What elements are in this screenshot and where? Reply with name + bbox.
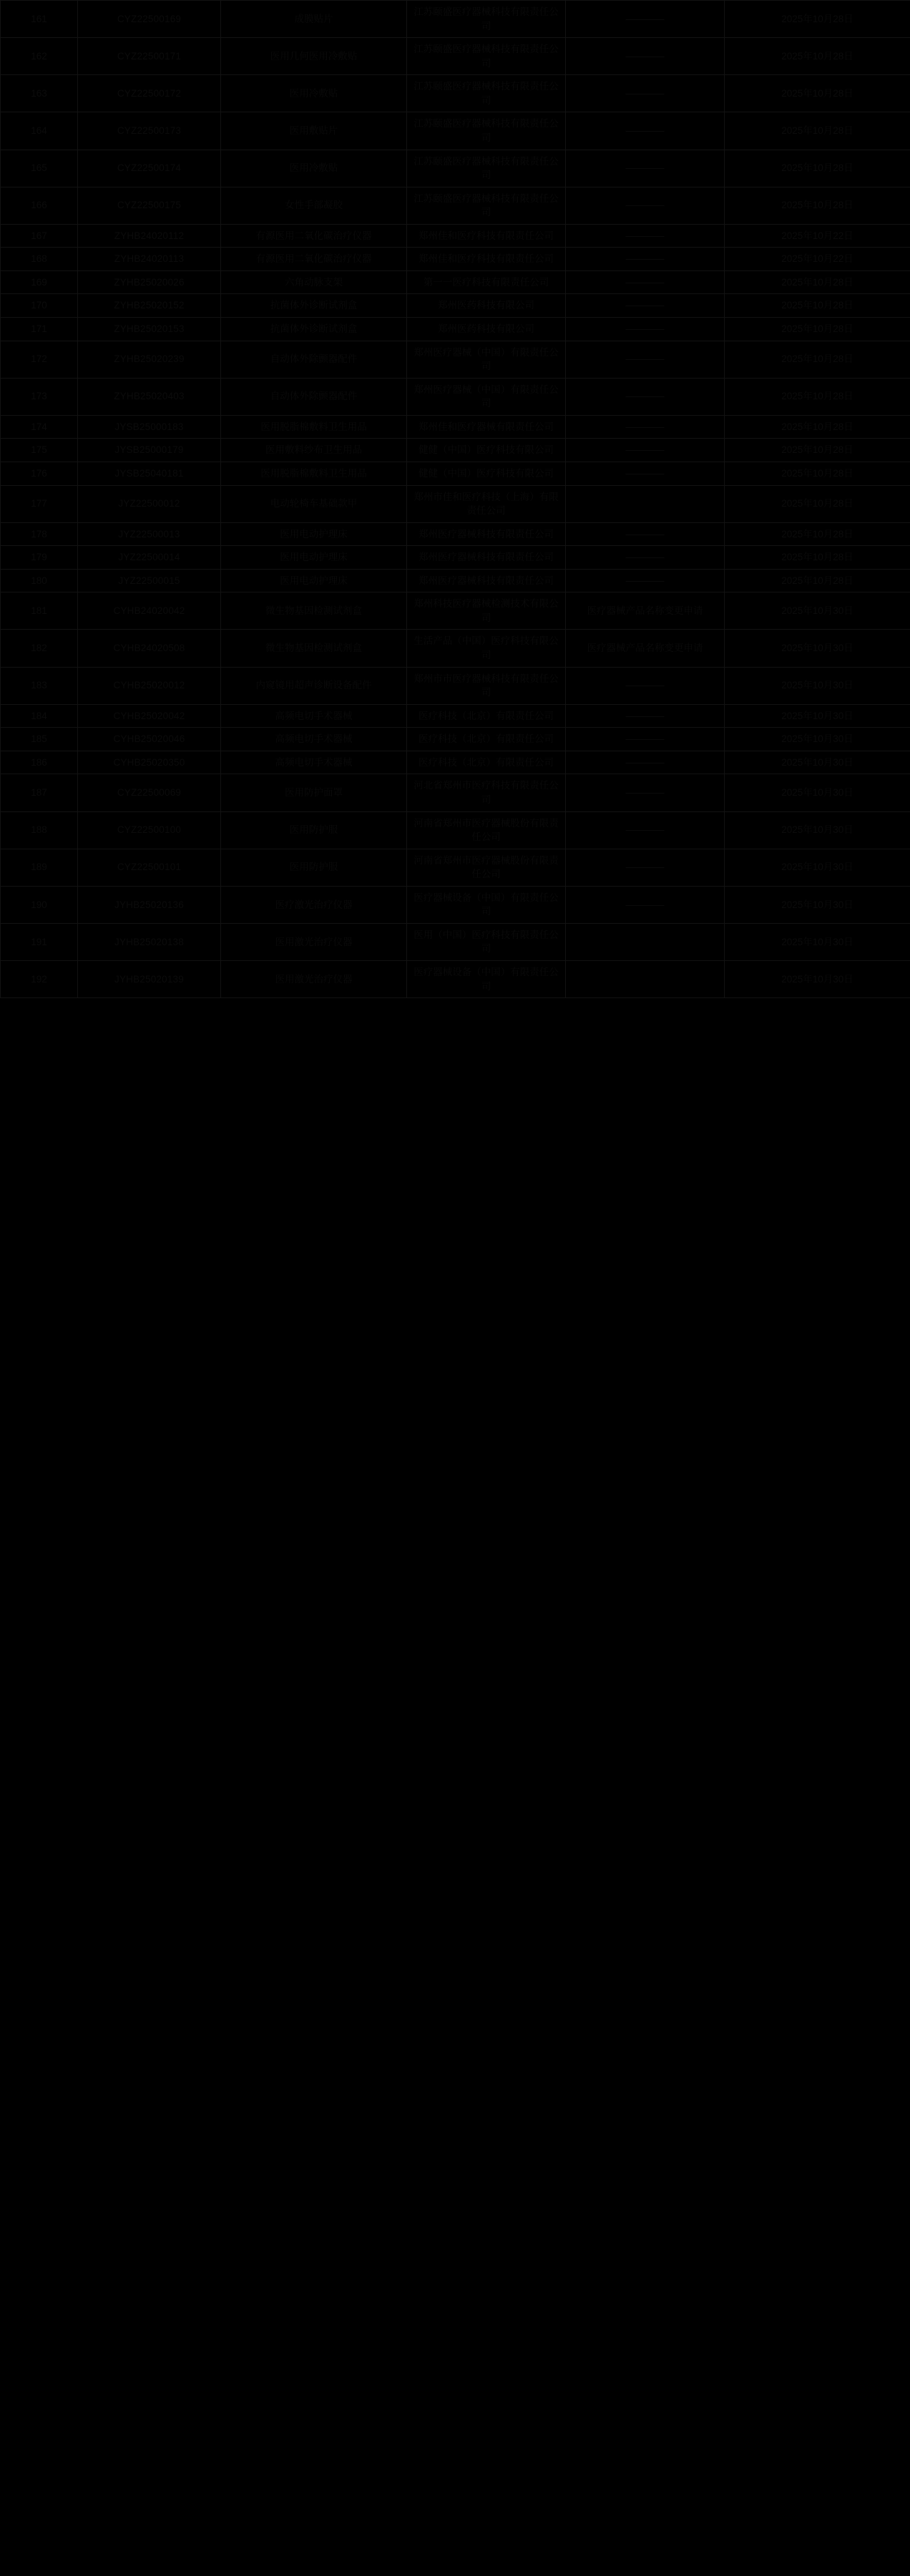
cell-approval-date: 2025年10月28日: [725, 187, 910, 224]
table-row: [1, 378, 910, 415]
cell-product-name: 有源医用二氧化碳治疗仪器: [221, 224, 407, 248]
cell-product-name: 医用电动护理床: [221, 569, 407, 592]
cell-index: 192: [1, 961, 78, 998]
cell-registration-code: CYZ22500173: [78, 112, 221, 150]
table-row: [1, 774, 910, 811]
cell-product-name: 医用脱脂棉敷料卫生用品: [221, 462, 407, 485]
cell-registration-code: JYSB25000183: [78, 415, 221, 439]
cell-registrant: 郑州医疗器械（中国）有限责任公司: [407, 341, 566, 378]
cell-registration-code: CYHB25020046: [78, 728, 221, 751]
table-row: [1, 248, 910, 271]
table-row: [1, 341, 910, 378]
cell-approval-date: 2025年10月28日: [725, 378, 910, 415]
table-row: [1, 886, 910, 923]
cell-registrant: 郑州医药科技有限公司: [407, 294, 566, 318]
cell-registration-code: JYZ22500012: [78, 485, 221, 522]
cell-index: 169: [1, 270, 78, 294]
cell-remark: ————: [566, 462, 725, 485]
cell-approval-date: 2025年10月28日: [725, 294, 910, 318]
table-row: [1, 569, 910, 592]
cell-registration-code: CYHB24020042: [78, 592, 221, 630]
cell-remark: ————: [566, 886, 725, 923]
cell-registrant: 江苏颐盛医疗器械科技有限责任公司: [407, 187, 566, 224]
cell-remark: ————: [566, 522, 725, 546]
cell-product-name: 医用电动护理床: [221, 522, 407, 546]
cell-approval-date: 2025年10月28日: [725, 75, 910, 112]
table-row: [1, 439, 910, 462]
table-row: [1, 592, 910, 630]
cell-index: 175: [1, 439, 78, 462]
cell-remark: 医疗器械产品名称变更申请: [566, 592, 725, 630]
cell-index: 176: [1, 462, 78, 485]
cell-registration-code: ZYHB24020112: [78, 224, 221, 248]
cell-approval-date: 2025年10月28日: [725, 569, 910, 592]
cell-registrant: 第一一医疗科技有限责任公司: [407, 270, 566, 294]
cell-approval-date: 2025年10月30日: [725, 811, 910, 849]
cell-remark: ————: [566, 569, 725, 592]
cell-index: 177: [1, 485, 78, 522]
cell-approval-date: 2025年10月28日: [725, 150, 910, 187]
cell-registration-code: ZYHB25020239: [78, 341, 221, 378]
cell-index: 185: [1, 728, 78, 751]
cell-approval-date: 2025年10月28日: [725, 38, 910, 75]
cell-approval-date: 2025年10月22日: [725, 248, 910, 271]
table-row: [1, 704, 910, 728]
cell-index: 190: [1, 886, 78, 923]
cell-index: 173: [1, 378, 78, 415]
cell-product-name: 医用冷敷贴: [221, 75, 407, 112]
cell-index: 189: [1, 849, 78, 886]
cell-registrant: 郑州佳和医疗科技有限责任公司: [407, 248, 566, 271]
cell-approval-date: 2025年10月30日: [725, 592, 910, 630]
table-row: [1, 318, 910, 341]
cell-product-name: 医用防护服: [221, 811, 407, 849]
cell-index: 178: [1, 522, 78, 546]
cell-registrant: 医用（中国）医疗科技有限责任公司: [407, 923, 566, 960]
cell-approval-date: 2025年10月28日: [725, 485, 910, 522]
cell-registration-code: CYZ22500171: [78, 38, 221, 75]
cell-approval-date: 2025年10月30日: [725, 667, 910, 704]
cell-remark: ————: [566, 248, 725, 271]
cell-product-name: 高频电切手术器械: [221, 728, 407, 751]
cell-approval-date: 2025年10月28日: [725, 341, 910, 378]
cell-product-name: 医疗激光治疗仪器: [221, 886, 407, 923]
cell-registrant: 医疗科技（北京）有限责任公司: [407, 728, 566, 751]
table-row: [1, 38, 910, 75]
cell-product-name: 电动轮椅车基础款甲: [221, 485, 407, 522]
table-row: [1, 1, 910, 38]
cell-index: 164: [1, 112, 78, 150]
table-row: [1, 751, 910, 774]
cell-remark: [566, 961, 725, 998]
cell-product-name: 高频电切手术器械: [221, 751, 407, 774]
cell-remark: 医疗器械产品名称变更申请: [566, 630, 725, 667]
cell-index: 163: [1, 75, 78, 112]
cell-remark: ————: [566, 75, 725, 112]
cell-remark: ————: [566, 415, 725, 439]
cell-remark: ————: [566, 811, 725, 849]
cell-remark: ————: [566, 546, 725, 570]
cell-approval-date: 2025年10月30日: [725, 751, 910, 774]
table-row: [1, 485, 910, 522]
cell-approval-date: 2025年10月30日: [725, 886, 910, 923]
cell-registrant: 江苏颐盛医疗器械科技有限责任公司: [407, 112, 566, 150]
cell-product-name: 医用敷料纱布卫生用品: [221, 439, 407, 462]
cell-index: 166: [1, 187, 78, 224]
cell-index: 179: [1, 546, 78, 570]
cell-index: 172: [1, 341, 78, 378]
cell-index: 170: [1, 294, 78, 318]
cell-product-name: 自动体外除颤器配件: [221, 378, 407, 415]
cell-product-name: 医用几何医用冷敷贴: [221, 38, 407, 75]
cell-registrant: 郑州医药科技有限公司: [407, 318, 566, 341]
cell-registrant: 郑州医疗器械科技有限责任公司: [407, 546, 566, 570]
table-row: [1, 75, 910, 112]
cell-registration-code: CYHB24020508: [78, 630, 221, 667]
table-row: [1, 849, 910, 886]
cell-remark: ————: [566, 439, 725, 462]
cell-registrant: 郑州佳和医疗器械有限责任公司: [407, 415, 566, 439]
cell-approval-date: 2025年10月28日: [725, 1, 910, 38]
cell-index: 162: [1, 38, 78, 75]
table-row: [1, 224, 910, 248]
table-row: [1, 923, 910, 960]
cell-index: 188: [1, 811, 78, 849]
cell-product-name: 医用冷敷贴: [221, 150, 407, 187]
cell-approval-date: 2025年10月28日: [725, 415, 910, 439]
registration-table: [0, 0, 910, 998]
table-row: [1, 415, 910, 439]
cell-registrant: 郑州市佳和医疗科技（上海）有限责任公司: [407, 485, 566, 522]
cell-registrant: 医疗科技（北京）有限责任公司: [407, 704, 566, 728]
cell-approval-date: 2025年10月30日: [725, 774, 910, 811]
cell-registration-code: JYHB25020138: [78, 923, 221, 960]
cell-registration-code: JYHB25020139: [78, 961, 221, 998]
cell-product-name: 女性手部凝胶: [221, 187, 407, 224]
cell-remark: ————: [566, 341, 725, 378]
cell-remark: ————: [566, 112, 725, 150]
table-row: [1, 522, 910, 546]
table-row: [1, 546, 910, 570]
cell-remark: [566, 485, 725, 522]
cell-approval-date: 2025年10月30日: [725, 923, 910, 960]
cell-registrant: 郑州医疗器械（中国）有限责任公司: [407, 378, 566, 415]
cell-index: 174: [1, 415, 78, 439]
table-row: [1, 667, 910, 704]
cell-registrant: 郑州佳和医疗科技有限责任公司: [407, 224, 566, 248]
cell-registrant: 医疗器械设备（中国）有限责任公司: [407, 886, 566, 923]
cell-remark: ————: [566, 751, 725, 774]
cell-registration-code: ZYHB24020113: [78, 248, 221, 271]
cell-registrant: 生活产品（中国）医疗科技有限公司: [407, 630, 566, 667]
cell-index: 168: [1, 248, 78, 271]
cell-remark: ————: [566, 667, 725, 704]
cell-product-name: 有源医用二氧化碳治疗仪器: [221, 248, 407, 271]
cell-registration-code: CYZ22500069: [78, 774, 221, 811]
cell-approval-date: 2025年10月28日: [725, 522, 910, 546]
cell-index: 165: [1, 150, 78, 187]
cell-registration-code: CYZ22500100: [78, 811, 221, 849]
cell-product-name: 医用激光治疗仪器: [221, 923, 407, 960]
cell-approval-date: 2025年10月30日: [725, 849, 910, 886]
table-row: [1, 811, 910, 849]
cell-registration-code: JYHB25020136: [78, 886, 221, 923]
table-row: [1, 961, 910, 998]
cell-index: 183: [1, 667, 78, 704]
cell-remark: ————: [566, 270, 725, 294]
cell-registration-code: JYZ22500015: [78, 569, 221, 592]
cell-registration-code: CYHB25020350: [78, 751, 221, 774]
cell-registrant: 医疗器械设备（中国）有限责任公司: [407, 961, 566, 998]
cell-product-name: 自动体外除颤器配件: [221, 341, 407, 378]
cell-registration-code: CYZ22500172: [78, 75, 221, 112]
cell-registrant: 郑州市市医疗器械科技有限责任公司: [407, 667, 566, 704]
cell-remark: ————: [566, 774, 725, 811]
cell-remark: ————: [566, 38, 725, 75]
cell-index: 184: [1, 704, 78, 728]
cell-product-name: 微生物基因检测试剂盒: [221, 630, 407, 667]
cell-product-name: 医用激光治疗仪器: [221, 961, 407, 998]
cell-remark: ————: [566, 728, 725, 751]
cell-index: 161: [1, 1, 78, 38]
table-row: [1, 294, 910, 318]
table-row: [1, 462, 910, 485]
cell-registrant: 医疗科技（北京）有限责任公司: [407, 751, 566, 774]
cell-approval-date: 2025年10月28日: [725, 318, 910, 341]
cell-remark: ————: [566, 378, 725, 415]
cell-approval-date: 2025年10月28日: [725, 270, 910, 294]
table-row: [1, 150, 910, 187]
cell-product-name: 内窥镜用超声诊断设备配件: [221, 667, 407, 704]
table-row: [1, 112, 910, 150]
cell-product-name: 医用防护服: [221, 849, 407, 886]
cell-registration-code: JYZ22500014: [78, 546, 221, 570]
cell-registration-code: CYZ22500101: [78, 849, 221, 886]
cell-product-name: 高频电切手术器械: [221, 704, 407, 728]
cell-approval-date: 2025年10月30日: [725, 630, 910, 667]
cell-remark: ————: [566, 704, 725, 728]
cell-remark: ————: [566, 1, 725, 38]
table-row: [1, 728, 910, 751]
cell-product-name: 六角动脉支架: [221, 270, 407, 294]
cell-approval-date: 2025年10月30日: [725, 704, 910, 728]
cell-registration-code: ZYHB25020153: [78, 318, 221, 341]
cell-approval-date: 2025年10月22日: [725, 224, 910, 248]
cell-registration-code: CYZ22500174: [78, 150, 221, 187]
cell-product-name: 成膜贴片: [221, 1, 407, 38]
cell-remark: ————: [566, 318, 725, 341]
cell-remark: ————: [566, 224, 725, 248]
cell-registration-code: CYHB25020042: [78, 704, 221, 728]
table-row: [1, 270, 910, 294]
cell-approval-date: 2025年10月28日: [725, 112, 910, 150]
cell-remark: ————: [566, 150, 725, 187]
table-row: [1, 630, 910, 667]
cell-registration-code: ZYHB25020152: [78, 294, 221, 318]
cell-index: 181: [1, 592, 78, 630]
cell-remark: ————: [566, 294, 725, 318]
cell-product-name: 微生物基因检测试剂盒: [221, 592, 407, 630]
cell-index: 167: [1, 224, 78, 248]
cell-product-name: 抗菌体外诊断试剂盒: [221, 294, 407, 318]
cell-product-name: 医用防护面罩: [221, 774, 407, 811]
cell-index: 191: [1, 923, 78, 960]
cell-registration-code: JYSB25000179: [78, 439, 221, 462]
cell-registrant: 郑州医疗器械科技有限责任公司: [407, 522, 566, 546]
cell-index: 186: [1, 751, 78, 774]
cell-registrant: 江苏颐盛医疗器械科技有限责任公司: [407, 1, 566, 38]
cell-registrant: 郑州医疗器械科技有限责任公司: [407, 569, 566, 592]
cell-registration-code: JYZ22500013: [78, 522, 221, 546]
cell-registration-code: JYSB25040181: [78, 462, 221, 485]
cell-approval-date: 2025年10月28日: [725, 462, 910, 485]
cell-product-name: 医用敷贴片: [221, 112, 407, 150]
cell-product-name: 抗菌体外诊断试剂盒: [221, 318, 407, 341]
cell-registrant: 江苏颐盛医疗器械科技有限责任公司: [407, 75, 566, 112]
cell-registration-code: CYZ22500175: [78, 187, 221, 224]
cell-remark: ————: [566, 187, 725, 224]
cell-registrant: 江苏颐盛医疗器械科技有限责任公司: [407, 150, 566, 187]
cell-approval-date: 2025年10月30日: [725, 728, 910, 751]
cell-registration-code: ZYHB25020026: [78, 270, 221, 294]
cell-registrant: 郑州科技医疗器械检测技术有限公司: [407, 592, 566, 630]
table-body: [1, 1, 910, 998]
cell-approval-date: 2025年10月28日: [725, 439, 910, 462]
cell-approval-date: 2025年10月28日: [725, 546, 910, 570]
cell-remark: ————: [566, 849, 725, 886]
cell-index: 180: [1, 569, 78, 592]
cell-registrant: 河南省郑州市医疗器械股份有限责任公司: [407, 811, 566, 849]
cell-registration-code: CYHB25020012: [78, 667, 221, 704]
cell-index: 187: [1, 774, 78, 811]
cell-registration-code: CYZ22500169: [78, 1, 221, 38]
cell-approval-date: 2025年10月30日: [725, 961, 910, 998]
cell-index: 182: [1, 630, 78, 667]
cell-product-name: 医用脱脂棉敷料卫生用品: [221, 415, 407, 439]
cell-registrant: 河南省郑州市医疗器械股份有限责任公司: [407, 849, 566, 886]
cell-index: 171: [1, 318, 78, 341]
cell-registrant: 江苏颐盛医疗器械科技有限责任公司: [407, 38, 566, 75]
table-row: [1, 187, 910, 224]
cell-registration-code: ZYHB25020403: [78, 378, 221, 415]
cell-registrant: 健健（中国）医疗科技有限公司: [407, 462, 566, 485]
cell-product-name: 医用电动护理床: [221, 546, 407, 570]
cell-registrant: 河北省郑州市医疗科技有限责任公司: [407, 774, 566, 811]
cell-registrant: 健健（中国）医疗科技有限公司: [407, 439, 566, 462]
cell-remark: [566, 923, 725, 960]
